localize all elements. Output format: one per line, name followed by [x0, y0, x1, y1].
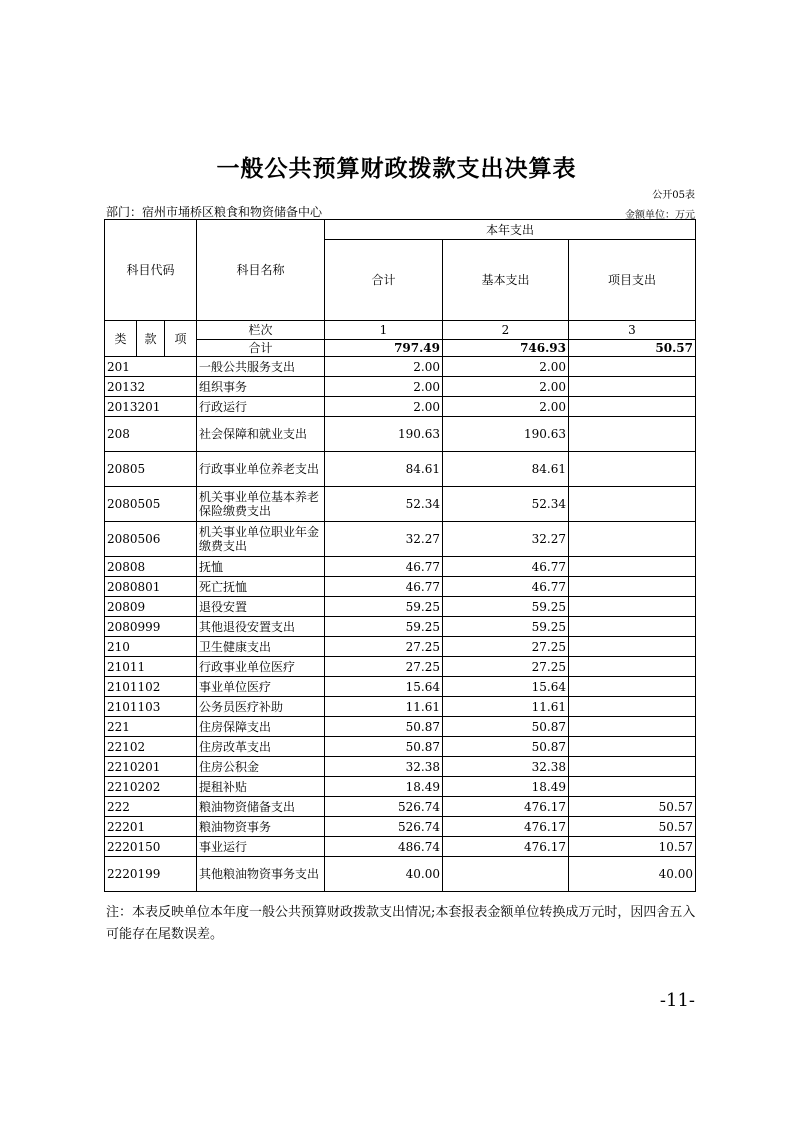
row-project — [569, 522, 696, 557]
header-name: 科目名称 — [197, 220, 325, 321]
form-number: 公开05表 — [652, 190, 695, 201]
row-code: 210 — [105, 637, 197, 657]
row-project: 50.57 — [569, 817, 696, 837]
header-lanci: 栏次 — [197, 321, 325, 340]
row-basic: 59.25 — [443, 597, 569, 617]
row-code: 2080999 — [105, 617, 197, 637]
row-basic: 50.87 — [443, 737, 569, 757]
page-number: -11- — [659, 990, 695, 1011]
row-code: 2080801 — [105, 577, 197, 597]
row-code: 20808 — [105, 557, 197, 577]
row-name: 抚恤 — [197, 557, 325, 577]
table-row — [105, 797, 696, 817]
table-row — [105, 597, 696, 617]
row-total: 11.61 — [325, 697, 443, 717]
row-project — [569, 717, 696, 737]
row-basic: 52.34 — [443, 487, 569, 522]
row-code: 2013201 — [105, 397, 197, 417]
row-code: 2220150 — [105, 837, 197, 857]
row-name: 一般公共服务支出 — [197, 357, 325, 377]
header-code: 科目代码 — [105, 220, 197, 321]
header-total: 合计 — [325, 240, 443, 321]
table-row — [105, 857, 696, 892]
row-basic: 32.27 — [443, 522, 569, 557]
total-label: 合计 — [197, 340, 325, 357]
row-name: 社会保障和就业支出 — [197, 417, 325, 452]
row-code: 2101102 — [105, 677, 197, 697]
header-basic: 基本支出 — [443, 240, 569, 321]
row-name: 机关事业单位职业年金缴费支出 — [197, 522, 325, 557]
row-total: 526.74 — [325, 797, 443, 817]
table-row — [105, 717, 696, 737]
row-project — [569, 577, 696, 597]
table-row — [105, 487, 696, 522]
row-total: 46.77 — [325, 557, 443, 577]
total-amount: 797.49 — [325, 340, 443, 357]
row-basic: 476.17 — [443, 797, 569, 817]
row-code: 2210201 — [105, 757, 197, 777]
row-code: 22201 — [105, 817, 197, 837]
row-total: 46.77 — [325, 577, 443, 597]
row-project — [569, 637, 696, 657]
row-name: 机关事业单位基本养老保险缴费支出 — [197, 487, 325, 522]
row-total: 2.00 — [325, 397, 443, 417]
row-name: 事业运行 — [197, 837, 325, 857]
row-project — [569, 617, 696, 637]
header-kuan: 款 — [137, 321, 165, 357]
table-row — [105, 357, 696, 377]
row-project: 50.57 — [569, 797, 696, 817]
row-basic — [443, 857, 569, 892]
row-basic: 46.77 — [443, 557, 569, 577]
table-row — [105, 577, 696, 597]
row-name: 退役安置 — [197, 597, 325, 617]
row-project — [569, 417, 696, 452]
row-total: 15.64 — [325, 677, 443, 697]
table-row — [105, 757, 696, 777]
row-project — [569, 397, 696, 417]
row-total: 27.25 — [325, 637, 443, 657]
row-total: 486.74 — [325, 837, 443, 857]
row-project — [569, 357, 696, 377]
row-project — [569, 452, 696, 487]
total-project: 50.57 — [569, 340, 696, 357]
row-basic: 27.25 — [443, 637, 569, 657]
row-basic: 50.87 — [443, 717, 569, 737]
row-project — [569, 677, 696, 697]
table-row — [105, 557, 696, 577]
row-total: 18.49 — [325, 777, 443, 797]
row-project — [569, 697, 696, 717]
row-total: 32.27 — [325, 522, 443, 557]
row-basic: 27.25 — [443, 657, 569, 677]
table-row — [105, 817, 696, 837]
row-project: 40.00 — [569, 857, 696, 892]
row-project — [569, 557, 696, 577]
table-row — [105, 837, 696, 857]
row-code: 208 — [105, 417, 197, 452]
row-project — [569, 597, 696, 617]
row-code: 2080506 — [105, 522, 197, 557]
row-total: 40.00 — [325, 857, 443, 892]
expenditure-table — [104, 219, 696, 892]
table-row — [105, 677, 696, 697]
row-total: 2.00 — [325, 377, 443, 397]
col-number-3: 3 — [569, 321, 696, 340]
row-basic: 476.17 — [443, 817, 569, 837]
header-project: 项目支出 — [569, 240, 696, 321]
header-xiang: 项 — [165, 321, 197, 357]
table-row — [105, 522, 696, 557]
table-row — [105, 737, 696, 757]
row-basic: 2.00 — [443, 357, 569, 377]
table-row — [105, 397, 696, 417]
row-name: 行政事业单位医疗 — [197, 657, 325, 677]
row-code: 201 — [105, 357, 197, 377]
row-name: 死亡抚恤 — [197, 577, 325, 597]
row-project — [569, 657, 696, 677]
row-project — [569, 487, 696, 522]
table-row — [105, 777, 696, 797]
table-row — [105, 377, 696, 397]
row-basic: 11.61 — [443, 697, 569, 717]
row-basic: 46.77 — [443, 577, 569, 597]
row-name: 粮油物资事务 — [197, 817, 325, 837]
row-code: 221 — [105, 717, 197, 737]
row-total: 50.87 — [325, 737, 443, 757]
row-basic: 15.64 — [443, 677, 569, 697]
table-note: 注：本表反映单位本年度一般公共预算财政拨款支出情况;本套报表金额单位转换成万元时，因四舍五入可能存在尾数误差。 — [106, 905, 696, 942]
row-name: 行政事业单位养老支出 — [197, 452, 325, 487]
row-basic: 2.00 — [443, 377, 569, 397]
table-row — [105, 452, 696, 487]
row-total: 50.87 — [325, 717, 443, 737]
row-name: 提租补贴 — [197, 777, 325, 797]
row-project — [569, 737, 696, 757]
row-name: 住房改革支出 — [197, 737, 325, 757]
row-total: 84.61 — [325, 452, 443, 487]
row-basic: 190.63 — [443, 417, 569, 452]
col-number-2: 2 — [443, 321, 569, 340]
row-total: 59.25 — [325, 617, 443, 637]
row-basic: 59.25 — [443, 617, 569, 637]
table-row — [105, 617, 696, 637]
header-lei: 类 — [105, 321, 137, 357]
row-name: 粮油物资储备支出 — [197, 797, 325, 817]
row-name: 事业单位医疗 — [197, 677, 325, 697]
row-code: 20809 — [105, 597, 197, 617]
table-row — [105, 417, 696, 452]
table-row — [105, 657, 696, 677]
row-name: 行政运行 — [197, 397, 325, 417]
row-basic: 18.49 — [443, 777, 569, 797]
row-project — [569, 377, 696, 397]
row-total: 2.00 — [325, 357, 443, 377]
row-total: 52.34 — [325, 487, 443, 522]
department-label: 部门：宿州市埇桥区粮食和物资储备中心 — [106, 205, 323, 219]
amount-unit: 金额单位：万元 — [625, 210, 695, 221]
page-title: 一般公共预算财政拨款支出决算表 — [216, 156, 577, 182]
row-code: 20805 — [105, 452, 197, 487]
table-row — [105, 697, 696, 717]
row-basic: 32.38 — [443, 757, 569, 777]
row-code: 2210202 — [105, 777, 197, 797]
row-total: 526.74 — [325, 817, 443, 837]
row-name: 其他退役安置支出 — [197, 617, 325, 637]
row-code: 21011 — [105, 657, 197, 677]
total-basic: 746.93 — [443, 340, 569, 357]
row-code: 2220199 — [105, 857, 197, 892]
row-name: 其他粮油物资事务支出 — [197, 857, 325, 892]
table-row — [105, 637, 696, 657]
row-code: 2101103 — [105, 697, 197, 717]
row-code: 222 — [105, 797, 197, 817]
row-total: 32.38 — [325, 757, 443, 777]
row-name: 组织事务 — [197, 377, 325, 397]
row-total: 27.25 — [325, 657, 443, 677]
row-basic: 84.61 — [443, 452, 569, 487]
row-name: 卫生健康支出 — [197, 637, 325, 657]
row-name: 公务员医疗补助 — [197, 697, 325, 717]
row-name: 住房保障支出 — [197, 717, 325, 737]
row-code: 22102 — [105, 737, 197, 757]
row-code: 20132 — [105, 377, 197, 397]
row-project: 10.57 — [569, 837, 696, 857]
row-basic: 476.17 — [443, 837, 569, 857]
row-total: 59.25 — [325, 597, 443, 617]
row-basic: 2.00 — [443, 397, 569, 417]
row-total: 190.63 — [325, 417, 443, 452]
col-number-1: 1 — [325, 321, 443, 340]
row-name: 住房公积金 — [197, 757, 325, 777]
row-project — [569, 757, 696, 777]
row-code: 2080505 — [105, 487, 197, 522]
header-current-year: 本年支出 — [325, 220, 696, 240]
row-project — [569, 777, 696, 797]
